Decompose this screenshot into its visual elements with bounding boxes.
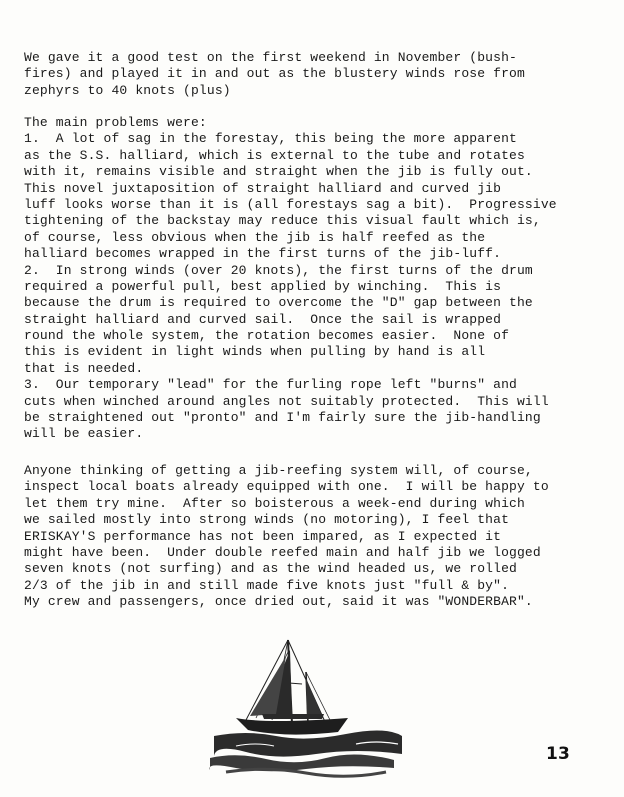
- text-line: We gave it a good test on the first weekend in November (bush-: [24, 50, 517, 65]
- text-line: ERISKAY'S performance has not been impared, as I expected it: [24, 528, 502, 544]
- text-line: luff looks worse than it is (all forestays sag a bit). Progressive: [24, 196, 557, 212]
- conclusion-paragraph: [24, 463, 604, 611]
- text-line: round the whole system, the rotation becomes easier. None of: [24, 328, 510, 344]
- text-line: inspect local boats already equipped with one. I will be happy to: [24, 479, 549, 495]
- text-line: 3. Our temporary "lead" for the furling rope left "burns" and: [24, 377, 517, 393]
- text-line: 1. A lot of sag in the forestay, this being the more apparent: [24, 131, 517, 147]
- text-line: with it, remains visible and straight when the jib is fully out.: [24, 164, 533, 180]
- text-line: 2/3 of the jib in and still made five knots just "full & by".: [24, 577, 510, 593]
- text-line: as the S.S. halliard, which is external to the tube and rotates: [24, 147, 525, 163]
- text-line: this is evident in light winds when pulling by hand is all: [24, 344, 486, 360]
- text-line: because the drum is required to overcome the "D" gap between the: [24, 295, 533, 311]
- text-line: might have been. Under double reefed main and half jib we logged: [24, 544, 541, 560]
- page-number: 13: [546, 744, 570, 764]
- text-line: 2. In strong winds (over 20 knots), the first turns of the drum: [24, 262, 533, 278]
- text-line: of course, less obvious when the jib is half reefed as the: [24, 229, 486, 245]
- sailboat-sketch: [206, 632, 406, 782]
- intro-paragraph: [24, 50, 604, 99]
- text-line: be straightened out "pronto" and I'm fairly sure the jib-handling: [24, 410, 541, 426]
- text-line: halliard becomes wrapped in the first turns of the jib-luff.: [24, 246, 502, 262]
- text-line: zephyrs to 40 knots (plus): [24, 82, 231, 98]
- text-line: tightening of the backstay may reduce this visual fault which is,: [24, 213, 541, 229]
- text-line: that is needed.: [24, 360, 144, 376]
- text-line: My crew and passengers, once dried out, said it was "WONDERBAR".: [24, 594, 533, 610]
- text-line: Anyone thinking of getting a jib-reefing system will, of course,: [24, 463, 533, 478]
- text-line: The main problems were:: [24, 115, 207, 130]
- text-line: This novel juxtaposition of straight halliard and curved jib: [24, 180, 502, 196]
- text-line: we sailed mostly into strong winds (no motoring), I feel that: [24, 512, 510, 528]
- text-line: seven knots (not surfing) and as the wind headed us, we rolled: [24, 561, 517, 577]
- text-line: fires) and played it in and out as the blustery winds rose from: [24, 66, 525, 82]
- text-line: cuts when winched around angles not suitably protected. This will: [24, 393, 549, 409]
- text-line: let them try mine. After so boisterous a week-end during which: [24, 495, 525, 511]
- problems-paragraph: [24, 115, 604, 443]
- text-line: will be easier.: [24, 426, 144, 442]
- text-line: straight halliard and curved sail. Once the sail is wrapped: [24, 311, 502, 327]
- text-line: required a powerful pull, best applied by winching. This is: [24, 278, 502, 294]
